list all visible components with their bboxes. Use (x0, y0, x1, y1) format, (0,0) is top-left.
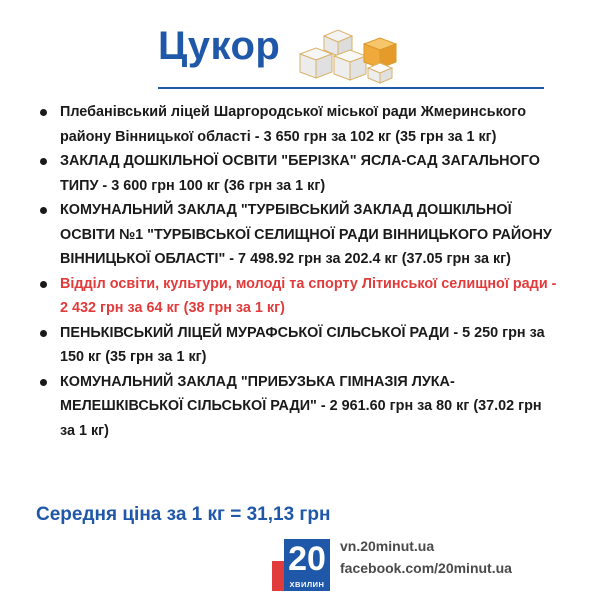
list-item-text: ЗАКЛАД ДОШКІЛЬНОЇ ОСВІТИ "БЕРІЗКА" ЯСЛА-САД ЗАГАЛЬНОГО ТИПУ - 3 600 грн 100 кг (36 грн за 1 кг) (60, 153, 540, 194)
bullet-icon (40, 158, 47, 165)
list-item-text: КОМУНАЛЬНИЙ ЗАКЛАД "ТУРБІВСЬКИЙ ЗАКЛАД ДОШКІЛЬНОЇ ОСВІТИ №1 "ТУРБІВСЬКОЇ СЕЛИЩНОЇ РАДИ ВІННИЦЬКОГО РАЙОНУ ВІННИЦЬКОЇ ОБЛАСТІ" - 7 498.92 грн за 202.4 кг (37.05 грн за кг) (60, 202, 552, 267)
average-price: Середня ціна за 1 кг = 31,13 грн (36, 504, 331, 525)
list-item (40, 198, 560, 272)
procurement-list (40, 100, 560, 443)
list-item (40, 321, 560, 370)
contacts (340, 535, 590, 579)
title-divider (158, 87, 544, 89)
sugar-cubes-icon (294, 26, 404, 84)
bullet-icon (40, 109, 47, 116)
facebook-link[interactable]: facebook.com/20minut.ua (340, 560, 512, 576)
logo-word: ХВИЛИН (284, 579, 330, 591)
logo (272, 531, 334, 591)
list-item-highlighted (40, 272, 560, 321)
list-item-text: Плебанівський ліцей Шаргородської міської ради Жмеринського району Вінницької області - 3 650 грн за 102 кг (35 грн за 1 кг) (60, 104, 526, 145)
list-item-text: КОМУНАЛЬНИЙ ЗАКЛАД "ПРИБУЗЬКА ГІМНАЗІЯ ЛУКА-МЕЛЕШКІВСЬКОЇ СІЛЬСЬКОЇ РАДИ" - 2 961.60 грн за 80 кг (37.02 грн за 1 кг) (60, 373, 542, 439)
bullet-icon (40, 207, 47, 214)
list-item (40, 100, 560, 149)
header (0, 0, 602, 90)
list-item (40, 370, 560, 444)
list-item-text: ПЕНЬКІВСЬКИЙ ЛІЦЕЙ МУРАФСЬКОЇ СІЛЬСЬКОЇ РАДИ - 5 250 грн за 150 кг (35 грн за 1 кг) (60, 324, 545, 365)
bullet-icon (40, 281, 47, 288)
list-item (40, 149, 560, 198)
bullet-icon (40, 379, 47, 386)
bullet-icon (40, 330, 47, 337)
site-link[interactable]: vn.20minut.ua (340, 538, 435, 554)
list-item-text: Відділ освіти, культури, молоді та спорту Літинської селищної ради - 2 432 грн за 64 кг (38 грн за 1 кг) (60, 275, 557, 316)
logo-number: 20 (284, 539, 330, 579)
page-title: Цукор (158, 24, 281, 68)
